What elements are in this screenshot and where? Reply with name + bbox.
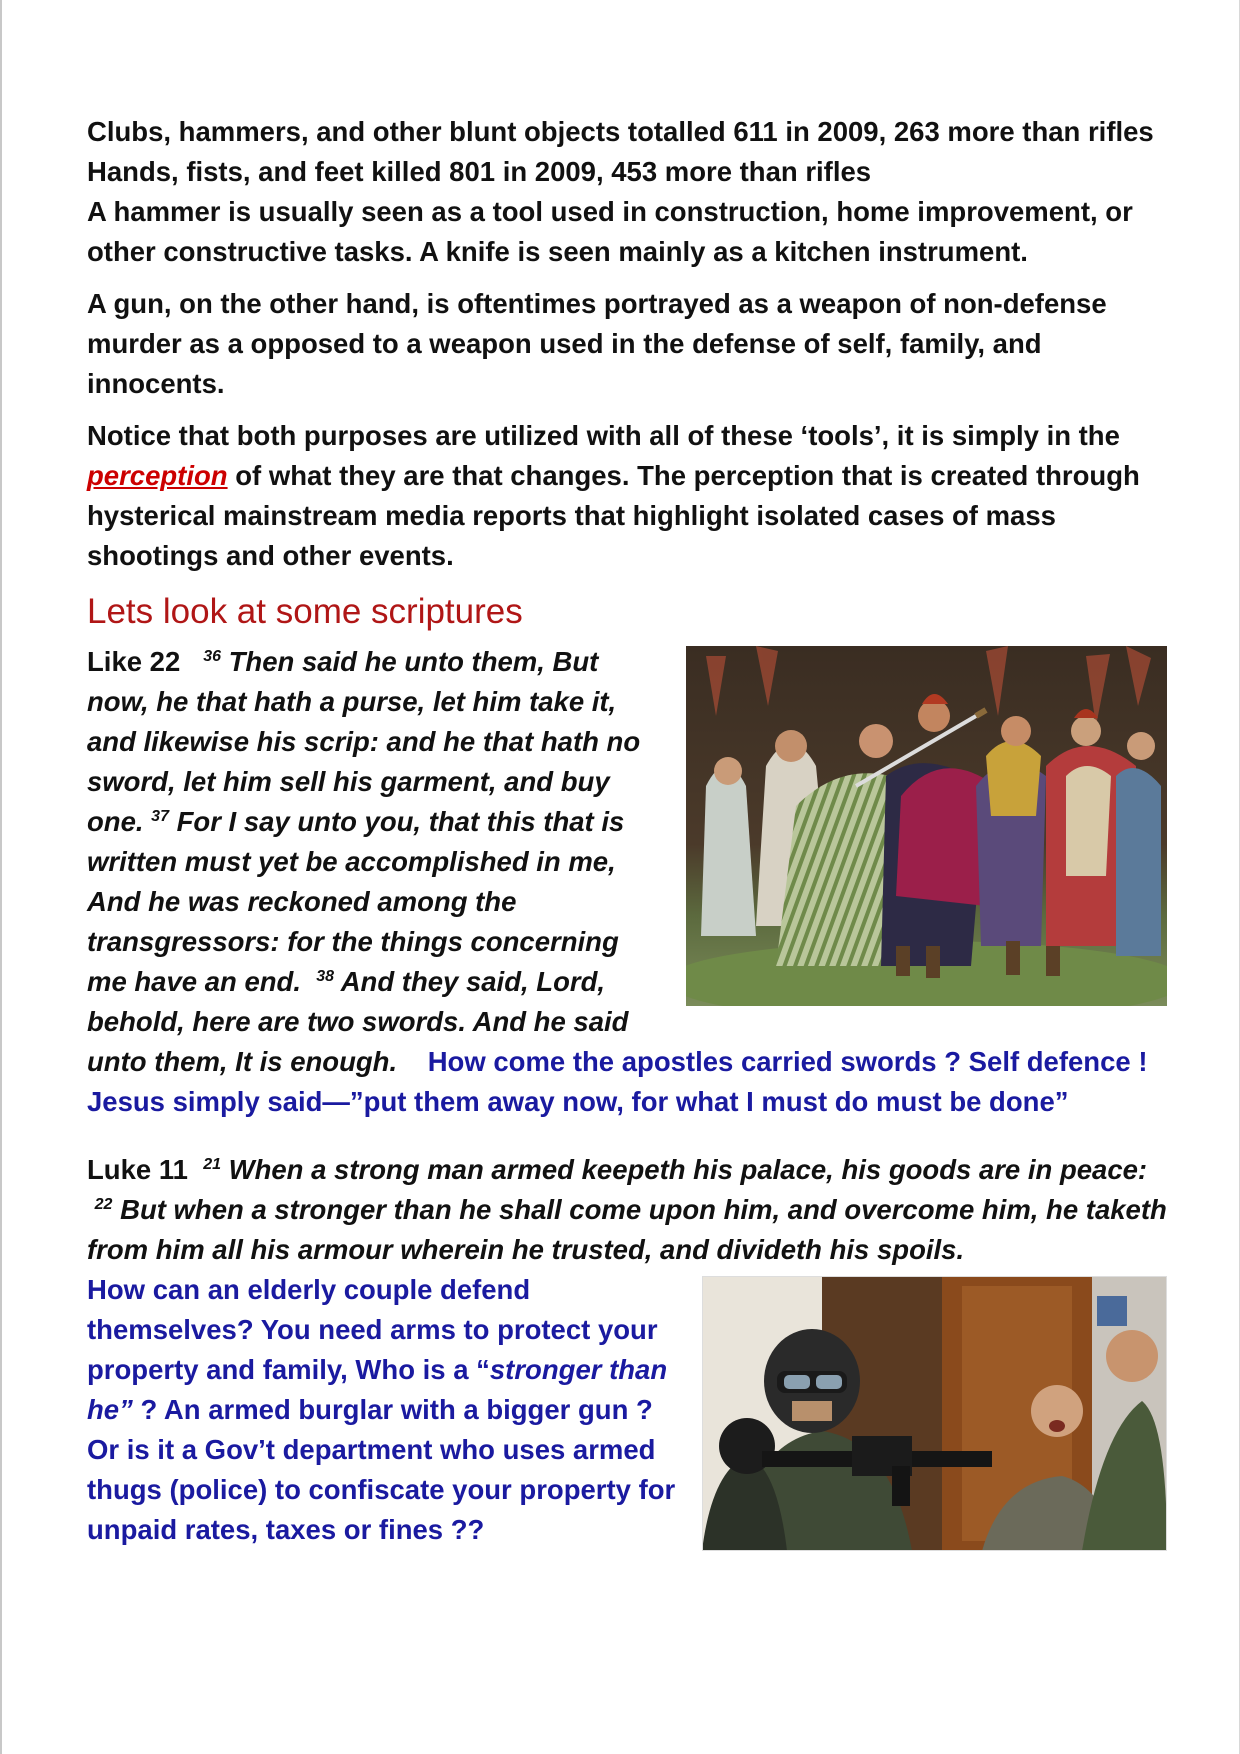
intro-line-hands-fists: Hands, fists, and feet killed 801 in 2009, 453 more than rifles — [87, 156, 872, 187]
illustration-apostles-swords — [686, 646, 1167, 1006]
verse-number: 37 — [151, 807, 169, 825]
scripture-ref-luke-11: Luke 11 — [87, 1154, 188, 1185]
scripture-ref-luke-22: Like 22 — [87, 646, 181, 677]
verse-number: 21 — [203, 1155, 221, 1173]
paragraph-gun: A gun, on the other hand, is oftentimes portrayed as a weapon of non-defense murder as a opposed to a weapon used in the defense of self, family, and innocents. — [87, 288, 1107, 399]
commentary-quote: stronger than he” — [87, 1354, 668, 1425]
verse-text: But when a stronger than he shall come upon him, and overcome him, he taketh from him all his armour wherein he trusted, and divideth his spoils. — [87, 1194, 1167, 1265]
page-edge — [0, 0, 2, 1754]
section-heading: Lets look at some scriptures — [87, 592, 523, 631]
verse-number: 38 — [316, 967, 335, 985]
apostles-illustration-image — [686, 646, 1167, 1006]
armed-raid-photo-image — [702, 1276, 1167, 1551]
verse-number: 22 — [94, 1195, 113, 1213]
notice-text-before: Notice that both purposes are utilized with all of these ‘tools’, it is simply in the — [87, 420, 1120, 451]
commentary-text: How can an elderly couple defend themselves? You need arms to protect your property and family, Who is a “ — [87, 1274, 658, 1385]
paragraph-notice — [87, 416, 1167, 576]
verse-number: 36 — [203, 647, 221, 665]
notice-text-after: of what they are that changes. The perception that is created through hysterical mainstream media reports that highlight isolated cases of mass shootings and other events. — [87, 460, 1140, 571]
photo-armed-raid — [702, 1276, 1167, 1551]
verse-text: When a strong man armed keepeth his palace, his goods are in peace: — [228, 1154, 1148, 1185]
scripture-luke-11 — [87, 1150, 1167, 1270]
verse-text: And they said, Lord, behold, here are two swords. And he said unto them, It is enough. — [87, 966, 629, 1077]
verse-text: Then said he unto them, But now, he that hath a purse, let him take it, and likewise his scrip: and he that hath no sword, let him sell his garment, and buy one. — [87, 646, 641, 837]
verse-text: For I say unto you, that this that is written must yet be accomplished in me, And he was reckoned among the transgressors: for the things concerning me have an end. — [87, 806, 625, 997]
commentary-text: ? An armed burglar with a bigger gun ? Or is it a Gov’t department who uses armed thugs (police) to confiscate your property for unpaid rates, taxes or fines ?? — [87, 1394, 676, 1545]
perception-link[interactable]: perception — [87, 460, 228, 491]
commentary-luke-22: How come the apostles carried swords ? Self defence ! Jesus simply said—”put them away now, for what I must do must be done” — [87, 1046, 1148, 1117]
intro-line-blunt-objects: Clubs, hammers, and other blunt objects totalled 611 in 2009, 263 more than rifles — [87, 116, 1154, 147]
document-body — [87, 112, 1167, 1551]
intro-line-hammer-knife: A hammer is usually seen as a tool used in construction, home improvement, or other constructive tasks. A knife is seen mainly as a kitchen instrument. — [87, 196, 1133, 267]
